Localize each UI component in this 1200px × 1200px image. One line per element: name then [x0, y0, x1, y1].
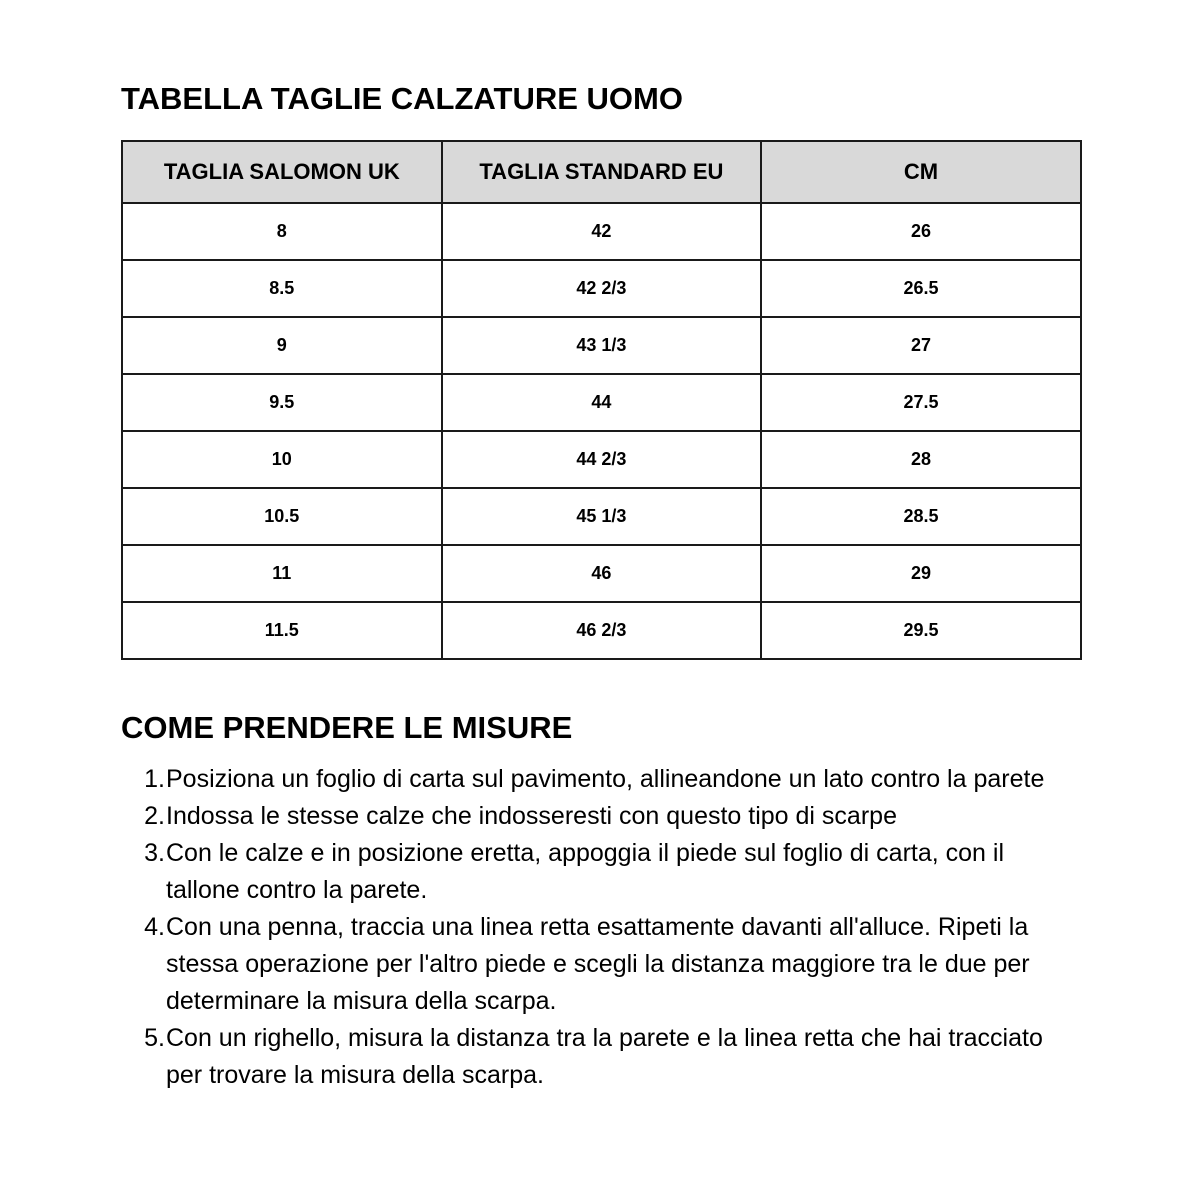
table-row — [122, 317, 1081, 374]
table-row — [122, 545, 1081, 602]
cell-cm: 27.5 — [761, 374, 1081, 431]
header-uk-size: TAGLIA SALOMON UK — [122, 141, 442, 203]
cell-cm: 28.5 — [761, 488, 1081, 545]
measuring-title: COME PRENDERE LE MISURE — [121, 710, 573, 745]
step-number: 2. — [144, 802, 165, 830]
cell-uk-size: 11.5 — [122, 602, 442, 659]
table-row — [122, 260, 1081, 317]
size-chart-title: TABELLA TAGLIE CALZATURE UOMO — [121, 81, 683, 116]
cell-uk-size: 10.5 — [122, 488, 442, 545]
step-text: Posiziona un foglio di carta sul pavimento, allineandone un lato contro la parete — [166, 765, 1045, 793]
cell-cm: 26.5 — [761, 260, 1081, 317]
cell-eu-size: 44 2/3 — [442, 431, 762, 488]
cell-eu-size: 46 2/3 — [442, 602, 762, 659]
cell-eu-size: 42 2/3 — [442, 260, 762, 317]
cell-uk-size: 8 — [122, 203, 442, 260]
cell-uk-size: 11 — [122, 545, 442, 602]
table-row — [122, 431, 1081, 488]
cell-eu-size: 44 — [442, 374, 762, 431]
cell-cm: 29 — [761, 545, 1081, 602]
table-row — [122, 203, 1081, 260]
cell-uk-size: 10 — [122, 431, 442, 488]
header-cm: CM — [761, 141, 1081, 203]
cell-uk-size: 9.5 — [122, 374, 442, 431]
step-text: Con le calze e in posizione eretta, appoggia il piede sul foglio di carta, con il tallone contro la parete. — [166, 839, 1005, 904]
step-text: Con una penna, traccia una linea retta esattamente davanti all'alluce. Ripeti la stessa operazione per l'altro piede e scegli la distanza maggiore tra le due per determinare la misura della scarpa. — [166, 913, 1030, 1015]
cell-eu-size: 42 — [442, 203, 762, 260]
cell-eu-size: 46 — [442, 545, 762, 602]
table-row — [122, 602, 1081, 659]
cell-cm: 29.5 — [761, 602, 1081, 659]
cell-eu-size: 45 1/3 — [442, 488, 762, 545]
cell-cm: 28 — [761, 431, 1081, 488]
step-number: 4. — [144, 913, 165, 941]
step-text: Con un righello, misura la distanza tra la parete e la linea retta che hai tracciato per trovare la misura della scarpa. — [166, 1024, 1043, 1089]
table-row — [122, 488, 1081, 545]
list-item — [121, 798, 1079, 835]
measuring-steps-list — [121, 761, 1079, 1094]
list-item — [121, 835, 1079, 909]
list-item — [121, 909, 1079, 1020]
cell-eu-size: 43 1/3 — [442, 317, 762, 374]
size-chart-table — [121, 140, 1082, 660]
cell-uk-size: 9 — [122, 317, 442, 374]
step-text: Indossa le stesse calze che indosseresti con questo tipo di scarpe — [166, 802, 897, 830]
cell-uk-size: 8.5 — [122, 260, 442, 317]
list-item — [121, 761, 1079, 798]
header-eu-size: TAGLIA STANDARD EU — [442, 141, 762, 203]
step-number: 1. — [144, 765, 165, 793]
table-header-row — [122, 141, 1081, 203]
cell-cm: 27 — [761, 317, 1081, 374]
list-item — [121, 1020, 1079, 1094]
table-row — [122, 374, 1081, 431]
cell-cm: 26 — [761, 203, 1081, 260]
step-number: 5. — [144, 1024, 165, 1052]
step-number: 3. — [144, 839, 165, 867]
